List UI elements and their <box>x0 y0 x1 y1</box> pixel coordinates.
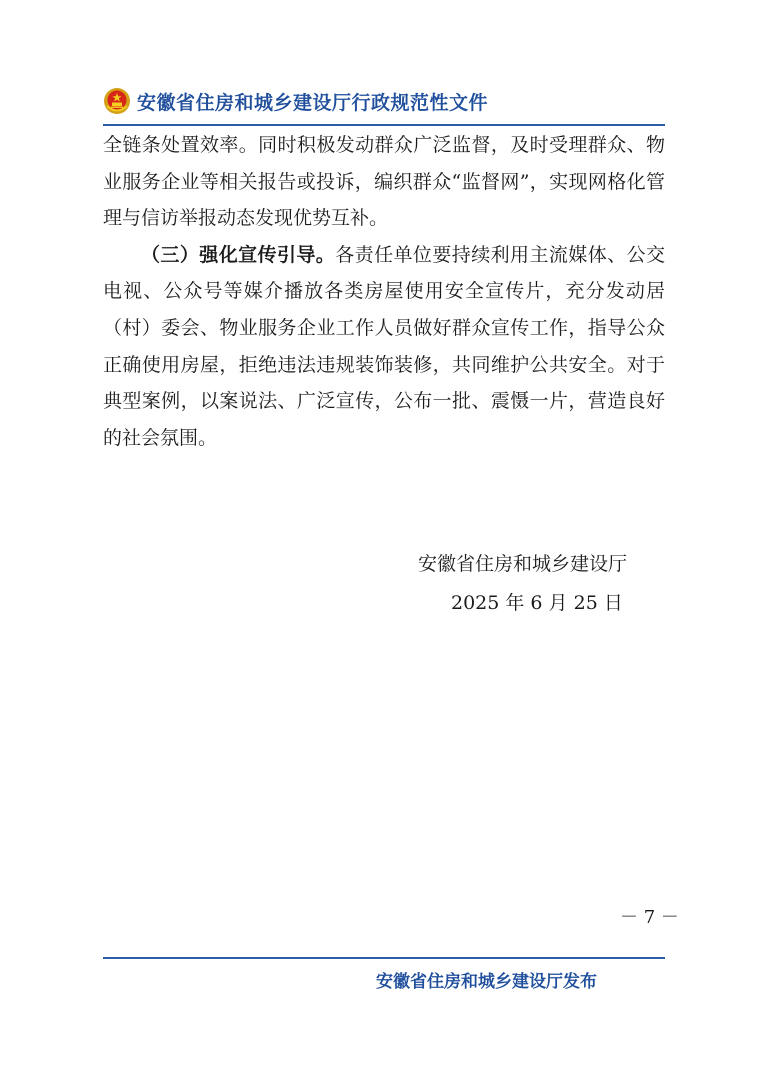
section-text: 各责任单位要持续利用主流媒体、公交电视、公众号等媒介播放各类房屋使用安全宣传片，充分发动居（村）委会、物业服务企业工作人员做好群众宣传工作，指导公众正确使用房屋，拒绝违法违规装饰装修，共同维护公共安全。对于典型案例，以案说法、广泛宣传，公布一批、震慑一片，营造良好的社会氛围。 <box>103 243 665 449</box>
section-heading: （三）强化宣传引导。 <box>141 243 336 266</box>
footer-text: 安徽省住房和城乡建设厅发布 <box>376 972 597 992</box>
body-text <box>103 127 665 456</box>
header-title: 安徽省住房和城乡建设厅行政规范性文件 <box>137 91 489 114</box>
body-paragraph: 全链条处置效率。同时积极发动群众广泛监督，及时受理群众、物业服务企业等相关报告或投诉，编织群众“监督网”，实现网格化管理与信访举报动态发现优势互补。 <box>103 134 665 230</box>
signature-org: 安徽省住房和城乡建设厅 <box>418 553 628 575</box>
national-emblem-icon <box>103 87 131 115</box>
document-header <box>103 84 663 118</box>
page-number: － 7 － <box>620 907 679 928</box>
signature-date: 2025 年 6 月 25 日 <box>451 592 623 614</box>
body-paragraph <box>103 237 665 457</box>
header-rule <box>103 124 665 126</box>
footer-rule <box>103 957 665 959</box>
